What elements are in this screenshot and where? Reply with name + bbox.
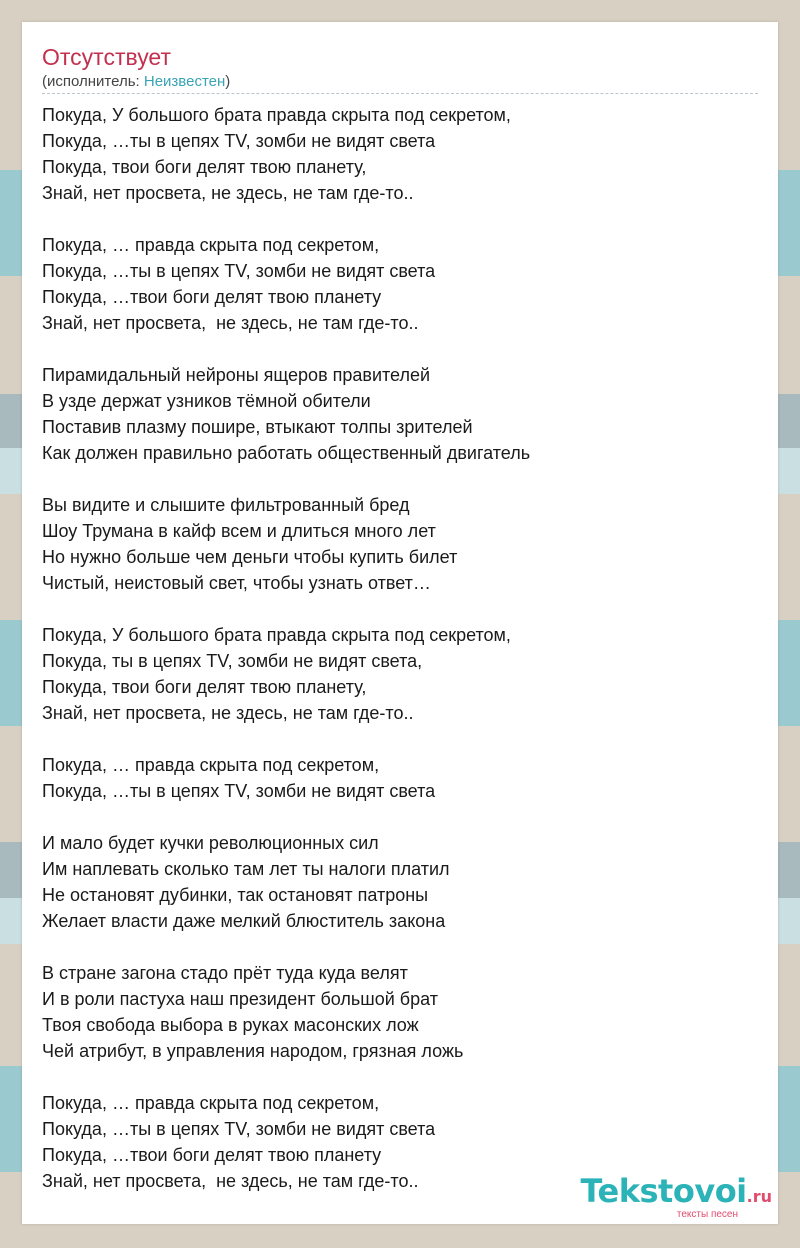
performer-line	[42, 73, 230, 91]
lyrics-card	[22, 22, 778, 1224]
performer-link[interactable]: Неизвестен	[143, 73, 226, 90]
lyrics-line: Чей атрибут, в управления народом, грязная ложь	[42, 1041, 464, 1061]
lyrics-line: В стране загона стадо прёт туда куда велят	[42, 963, 408, 983]
lyrics-line: Как должен правильно работать общественный двигатель	[42, 443, 531, 463]
performer-prefix: (исполнитель:	[42, 73, 144, 90]
lyrics-line	[42, 726, 762, 752]
lyrics-line: Покуда, … правда скрыта под секретом,	[42, 1093, 380, 1113]
logo-name: Tekstovoi	[580, 1172, 747, 1210]
lyrics-line: Покуда, …ты в цепях TV, зомби не видят света	[42, 1119, 436, 1139]
lyrics-line	[42, 596, 762, 622]
lyrics-line: Знай, нет просвета, не здесь, не там где-то..	[42, 1171, 419, 1191]
lyrics-line: Твоя свобода выбора в руках масонских лож	[42, 1015, 419, 1035]
lyrics-line: Знай, нет просвета, не здесь, не там где-то..	[42, 313, 419, 333]
lyrics-line: Поставив плазму пошире, втыкают толпы зрителей	[42, 417, 473, 437]
lyrics-line: Покуда, У большого брата правда скрыта под секретом,	[42, 625, 511, 645]
lyrics-line: Чистый, неистовый свет, чтобы узнать ответ…	[42, 573, 431, 593]
lyrics-line: Покуда, …ты в цепях TV, зомби не видят света	[42, 131, 436, 151]
lyrics-line: И мало будет кучки революционных сил	[42, 833, 379, 853]
lyrics-line: Знай, нет просвета, не здесь, не там где-то..	[42, 183, 414, 203]
lyrics-line	[42, 804, 762, 830]
logo-tld: .ru	[746, 1187, 772, 1206]
performer-suffix: )	[225, 73, 231, 90]
lyrics-line	[42, 206, 762, 232]
lyrics-line: Покуда, …твои боги делят твою планету	[42, 1145, 382, 1165]
lyrics-line: Знай, нет просвета, не здесь, не там где-то..	[42, 703, 414, 723]
site-logo[interactable]	[580, 1174, 772, 1220]
lyrics-line: И в роли пастуха наш президент большой брат	[42, 989, 438, 1009]
lyrics-line: Покуда, твои боги делят твою планету,	[42, 157, 367, 177]
lyrics-line: Не остановят дубинки, так остановят патроны	[42, 885, 429, 905]
lyrics-line: Покуда, твои боги делят твою планету,	[42, 677, 367, 697]
lyrics-line: Покуда, ты в цепях TV, зомби не видят света,	[42, 651, 423, 671]
divider	[42, 93, 758, 94]
lyrics-line: Шоу Трумана в кайф всем и длиться много лет	[42, 521, 436, 541]
lyrics-line: Им наплевать сколько там лет ты налоги платил	[42, 859, 450, 879]
lyrics-line	[42, 336, 762, 362]
lyrics-line: Вы видите и слышите фильтрованный бред	[42, 495, 410, 515]
lyrics-line: Покуда, …твои боги делят твою планету	[42, 287, 382, 307]
lyrics-line: Покуда, …ты в цепях TV, зомби не видят света	[42, 781, 436, 801]
lyrics-line: Желает власти даже мелкий блюститель закона	[42, 911, 446, 931]
lyrics-line: Но нужно больше чем деньги чтобы купить билет	[42, 547, 458, 567]
logo-tagline: тексты песен	[676, 1209, 738, 1220]
lyrics-line: Покуда, … правда скрыта под секретом,	[42, 235, 380, 255]
song-title: Отсутствует	[42, 44, 171, 70]
lyrics-body	[42, 102, 762, 1194]
lyrics-line: Покуда, У большого брата правда скрыта под секретом,	[42, 105, 511, 125]
lyrics-line: Покуда, … правда скрыта под секретом,	[42, 755, 380, 775]
lyrics-line: В узде держат узников тёмной обители	[42, 391, 371, 411]
lyrics-line: Пирамидальный нейроны ящеров правителей	[42, 365, 431, 385]
lyrics-line	[42, 1064, 762, 1090]
logo-wordmark	[580, 1174, 772, 1214]
lyrics-line: Покуда, …ты в цепях TV, зомби не видят света	[42, 261, 436, 281]
lyrics-line	[42, 934, 762, 960]
lyrics-line	[42, 466, 762, 492]
